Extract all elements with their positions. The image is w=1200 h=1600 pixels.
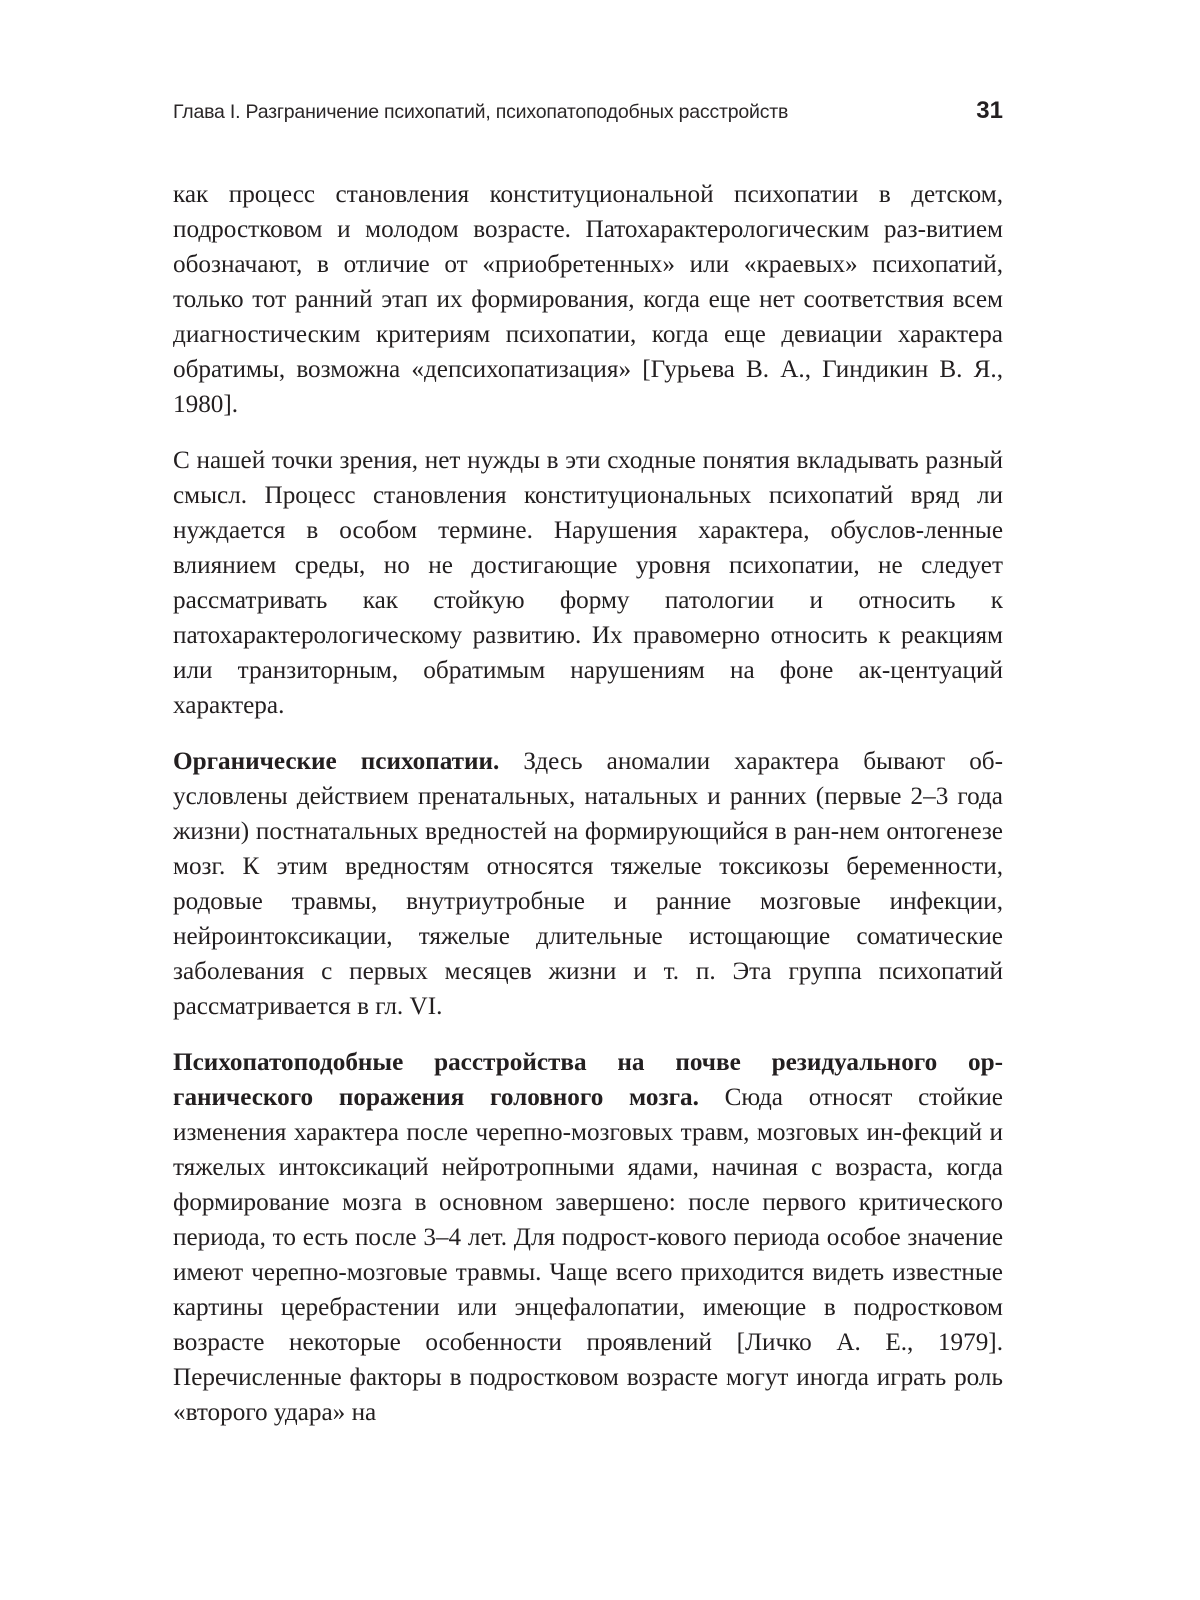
paragraph-1 xyxy=(173,177,1003,422)
paragraph-2 xyxy=(173,443,1003,723)
running-head xyxy=(173,97,1003,133)
running-title: Глава I. Разграничение психопатий, психопатоподобных расстройств xyxy=(173,101,789,123)
paragraph-2-text: С нашей точки зрения, нет нужды в эти сходные понятия вкладывать разный смысл. Процесс становления конституциональных психопатий вряд ли нуждается в особом термине. Нарушения характера, обуслов-ленные влиянием среды, но не достигающие уровня психопатии, не следует рассматривать как стойкую форму патологии и относить к патохарактерологическому развитию. Их правомерно относить к реакциям или транзиторным, обратимым нарушениям на фоне ак-центуаций характера. xyxy=(173,447,1003,719)
page-number: 31 xyxy=(976,97,1003,124)
paragraph-1-text: как процесс становления конституциональной психопатии в детском, подростковом и молодом возрасте. Патохарактерологическим раз-витием обозначают, в отличие от «приобретенных» или «краевых» психопатий, только тот ранний этап их формирования, когда еще нет соответствия всем диагностическим критериям психопатии, когда еще девиации характера обратимы, возможна «депсихопатизация» [Гурьева В. А., Гиндикин В. Я., 1980]. xyxy=(173,181,1003,418)
paragraph-4-heading: Психопатоподобные расстройства на почве резидуального ор-ганического поражения головного мозга. xyxy=(173,1049,1003,1111)
paragraph-3-text: Здесь аномалии характера бывают об-условлены действием пренатальных, натальных и ранних (первые 2–3 года жизни) постнатальных вредностей на формирующийся в ран-нем онтогенезе мозг. К этим вредностям относятся тяжелые токсикозы беременности, родовые травмы, внутриутробные и ранние мозговые инфекции, нейроинтоксикации, тяжелые длительные истощающие соматические заболевания с первых месяцев жизни и т. п. Эта группа психопатий рассматривается в гл. VI. xyxy=(173,748,1003,1020)
paragraph-4-text: Сюда относят стойкие изменения характера после черепно-мозговых травм, мозговых ин-фекций и тяжелых интоксикаций нейротропными ядами, начиная с возраста, когда формирование мозга в основном завершено: после первого критического периода, то есть после 3–4 лет. Для подрост-кового периода особое значение имеют черепно-мозговые травмы. Чаще всего приходится видеть известные картины церебрастении или энцефалопатии, имеющие в подростковом возрасте некоторые особенности проявлений [Личко А. Е., 1979]. Перечисленные факторы в подростковом возрасте могут иногда играть роль «второго удара» на xyxy=(173,1084,1003,1426)
paragraph-3 xyxy=(173,744,1003,1024)
book-page xyxy=(173,0,1003,1600)
body-text xyxy=(173,177,1003,1451)
paragraph-4 xyxy=(173,1045,1003,1430)
paragraph-3-heading: Органические психопатии. xyxy=(173,748,500,775)
